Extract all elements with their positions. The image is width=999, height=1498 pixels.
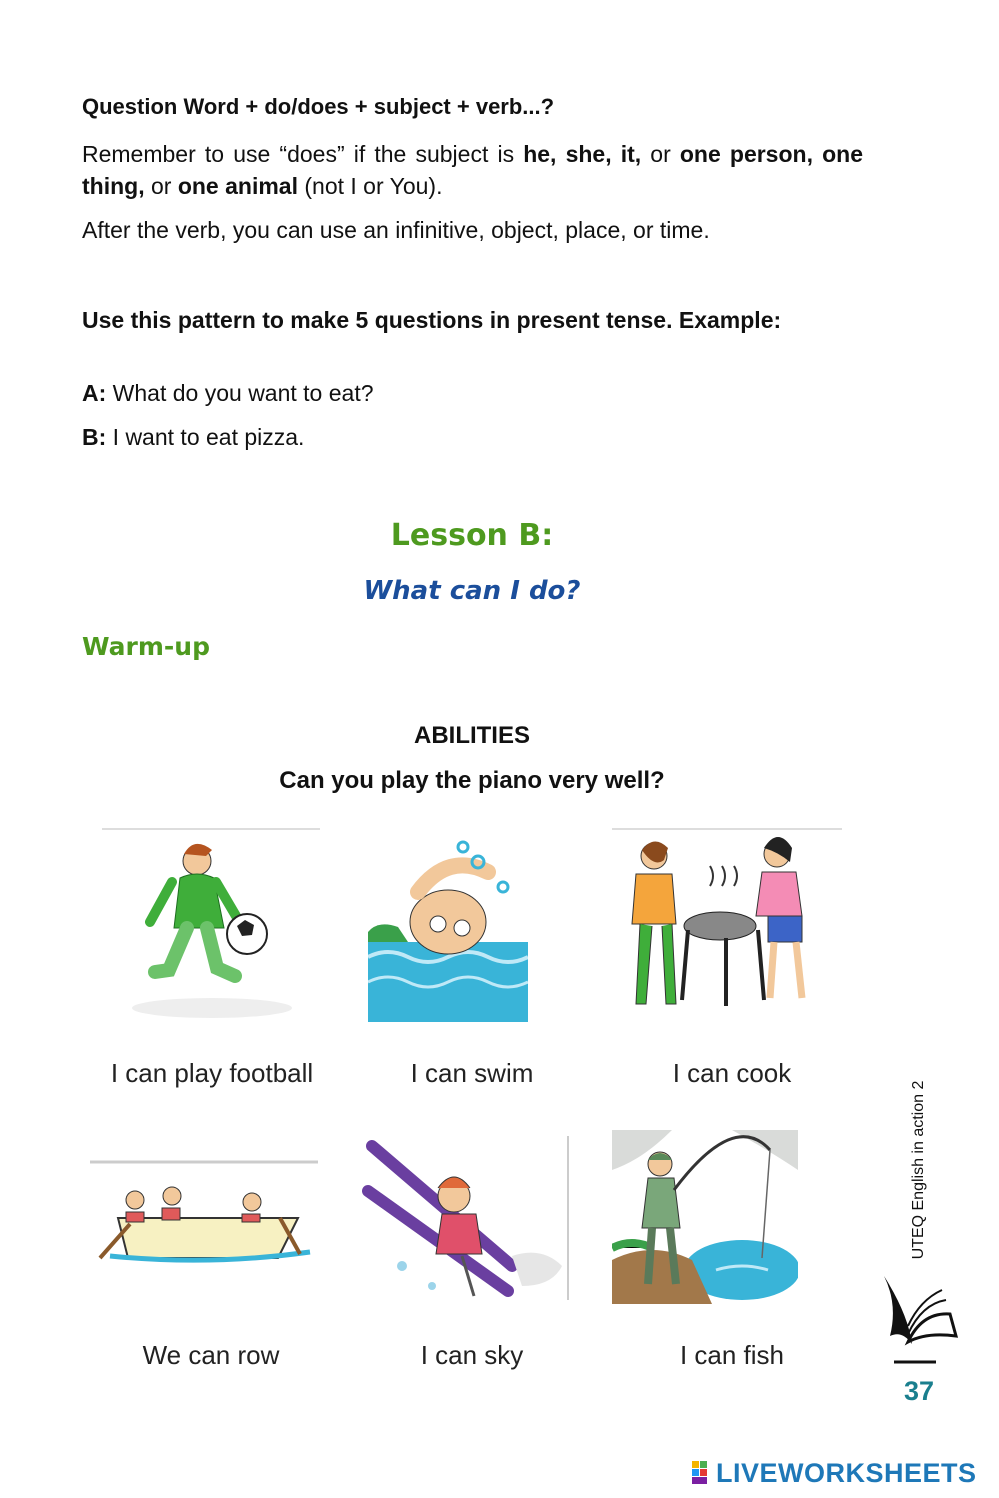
skier-picture: [362, 1136, 570, 1300]
caption-fish: I can fish: [679, 1340, 785, 1370]
fisherman-picture: [612, 1130, 798, 1304]
cooking-people-picture: [612, 826, 844, 1022]
liveworksheets-brand[interactable]: LIVEWORKSHEETS: [716, 1458, 977, 1488]
remember-paragraph: Remember to use “does” if the subject is he, she, it, or one person, one thing, or one animal (not I or You).: [82, 141, 863, 199]
caption-cook: I can cook: [672, 1058, 792, 1088]
exercise-instruction: Use this pattern to make 5 questions in present tense. Example:: [82, 307, 782, 333]
side-book-title: UTEQ English in action 2: [910, 1080, 927, 1260]
caption-swim: I can swim: [410, 1058, 534, 1088]
warmup-heading: Warm-up: [82, 632, 211, 661]
caption-football: I can play football: [110, 1058, 314, 1088]
liveworksheets-logo-icon: [692, 1461, 716, 1487]
rowing-boat-picture: [90, 1158, 320, 1268]
example-line-a: A: What do you want to eat?: [82, 380, 374, 406]
swimmer-picture: [368, 832, 528, 1022]
after-verb-paragraph: After the verb, you can use an infinitive, object, place, or time.: [82, 217, 710, 243]
abilities-heading: ABILITIES: [413, 722, 530, 749]
football-player-picture: [102, 826, 324, 1024]
lesson-title: Lesson B:: [390, 518, 554, 553]
caption-row: We can row: [142, 1340, 280, 1370]
page-number: 37: [904, 1376, 935, 1406]
abilities-question: Can you play the piano very well?: [279, 767, 665, 794]
example-line-b: B: I want to eat pizza.: [82, 424, 305, 450]
caption-sky: I can sky: [420, 1340, 524, 1370]
lesson-subtitle: What can I do?: [363, 576, 581, 606]
grammar-formula: Question Word + do/does + subject + verb...?: [82, 94, 555, 119]
book-logo-icon: [878, 1272, 960, 1370]
